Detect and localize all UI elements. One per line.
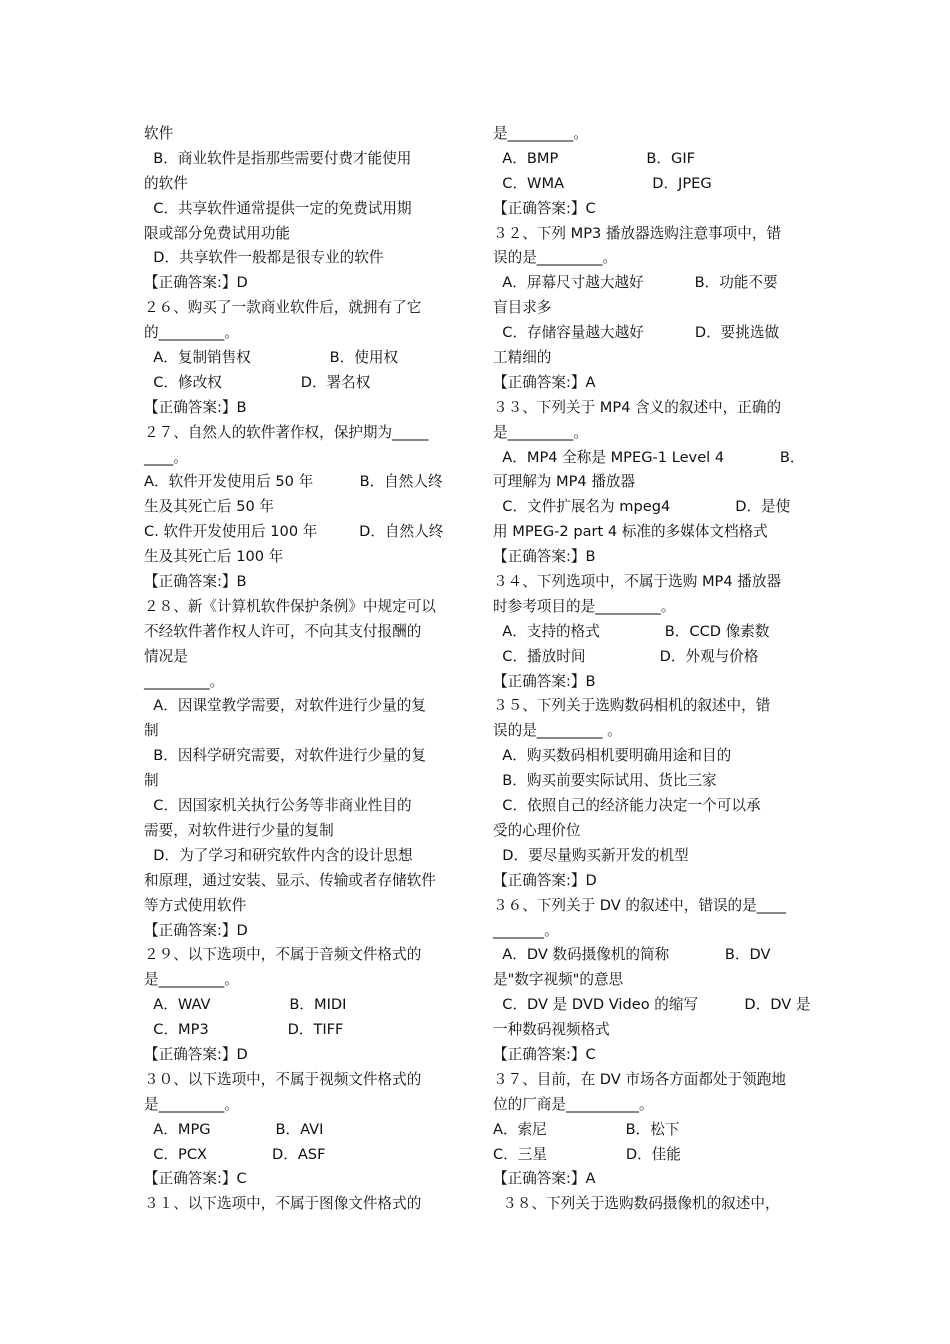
left-column-line: 是_________。	[144, 971, 239, 989]
left-column-line: 【正确答案:】B	[144, 398, 247, 416]
right-column-line: 误的是_________ 。	[493, 722, 622, 740]
left-column-line: A．因课堂教学需要，对软件进行少量的复	[144, 697, 426, 715]
right-column-line: 误的是_________。	[493, 249, 618, 267]
right-column-line: D．要尽量购买新开发的机型	[493, 846, 689, 864]
right-column-line: 【正确答案:】A	[493, 373, 596, 391]
right-column-line: 用 MPEG-2 part 4 标准的多媒体文档格式	[493, 523, 768, 541]
left-column-line: ３１、以下选项中，不属于图像文件格式的	[144, 1195, 422, 1213]
left-column-line: ３０、以下选项中，不属于视频文件格式的	[144, 1070, 422, 1088]
right-column-line: 【正确答案:】B	[493, 548, 596, 566]
right-column-line: A．MP4 全称是 MPEG-1 Level 4 B．	[493, 448, 805, 466]
right-column-line: C．播放时间 D．外观与价格	[493, 647, 759, 665]
left-column-line: D．共享软件一般都是很专业的软件	[144, 249, 384, 267]
left-column-line: 制	[144, 722, 159, 740]
right-column-line: 【正确答案:】C	[493, 199, 596, 217]
left-column	[144, 122, 462, 1217]
left-column-line: 制	[144, 772, 159, 790]
right-column-line: 是"数字视频"的意思	[493, 971, 624, 989]
left-column-line: 的_________。	[144, 324, 239, 342]
left-column-line: 软件	[144, 125, 174, 142]
right-column-line: 【正确答案:】A	[493, 1170, 596, 1188]
right-column-line: 盲目求多	[493, 299, 552, 317]
left-column-line: A．软件开发使用后 50 年 B．自然人终	[144, 473, 443, 491]
right-column-line: C．WMA D．JPEG	[493, 174, 712, 192]
right-column-line: _______。	[493, 921, 559, 939]
right-column-line: 一种数码视频格式	[493, 1021, 610, 1039]
right-column-line: 工精细的	[493, 349, 552, 367]
left-column-line: C．PCX D．ASF	[144, 1145, 326, 1163]
left-column-line: 限或部分免费试用功能	[144, 224, 290, 242]
left-column-line: 【正确答案:】D	[144, 921, 248, 939]
left-column-line: B．商业软件是指那些需要付费才能使用	[144, 149, 412, 167]
right-column-line: ３４、下列选项中，不属于选购 MP4 播放器	[493, 573, 782, 591]
right-column-line: C．存储容量越大越好 D．要挑选做	[493, 324, 780, 342]
right-column-line: ３２、下列 MP3 播放器选购注意事项中，错	[493, 224, 782, 242]
right-column-line: 时参考项目的是_________。	[493, 597, 676, 615]
right-column-line: ３８、下列关于选购数码摄像机的叙述中，	[493, 1195, 780, 1213]
right-column-line: A．DV 数码摄像机的简称 B．DV	[493, 946, 771, 964]
right-column-line: A．屏幕尺寸越大越好 B．功能不要	[493, 274, 778, 292]
left-column-line: ２７、自然人的软件著作权，保护期为_____	[144, 423, 429, 441]
right-column-line: C．三星 D．佳能	[493, 1145, 681, 1163]
right-column-line: A．索尼 B．松下	[493, 1120, 680, 1138]
right-column-line: C．DV 是 DVD Video 的缩写 D．DV 是	[493, 996, 811, 1014]
left-column-line: 等方式使用软件	[144, 896, 247, 914]
left-column-line: ２９、以下选项中，不属于音频文件格式的	[144, 946, 422, 964]
right-column-line: B．购买前要实际试用、货比三家	[493, 772, 717, 790]
left-column-line: ____。	[144, 448, 188, 466]
left-column-line: 【正确答案:】D	[144, 1045, 248, 1063]
left-column-line: A．MPG B．AVI	[144, 1120, 324, 1138]
right-column-line: 【正确答案:】C	[493, 1045, 596, 1063]
left-column-line: A．WAV B．MIDI	[144, 996, 347, 1014]
left-column-line: 需要，对软件进行少量的复制	[144, 821, 334, 839]
left-column-line: C. 软件开发使用后 100 年 D．自然人终	[144, 523, 444, 541]
right-column-line: C．依照自己的经济能力决定一个可以承	[493, 797, 761, 815]
right-column-line: 是_________。	[493, 125, 588, 142]
right-column-line: ３３、下列关于 MP4 含义的叙述中，正确的	[493, 398, 782, 416]
left-column-line: A．复制销售权 B．使用权	[144, 349, 399, 367]
right-column-line: ３５、下列关于选购数码相机的叙述中，错	[493, 697, 771, 715]
right-column-line: A．购买数码相机要明确用途和目的	[493, 747, 732, 765]
right-column-line: 【正确答案:】B	[493, 672, 596, 690]
left-column-line: 的软件	[144, 174, 188, 192]
left-column-line: _________。	[144, 672, 225, 690]
left-column-line: C．因国家机关执行公务等非商业性目的	[144, 797, 412, 815]
left-column-line: 【正确答案:】B	[144, 573, 247, 591]
left-column-line: 【正确答案:】D	[144, 274, 248, 292]
left-column-line: 生及其死亡后 100 年	[144, 548, 284, 566]
right-column-line: ３７、目前，在 DV 市场各方面都处于领跑地	[493, 1070, 786, 1088]
left-column-line: C．共享软件通常提供一定的免费试用期	[144, 199, 412, 217]
right-column-line: 受的心理价位	[493, 821, 581, 839]
right-column-line: ３６、下列关于 DV 的叙述中，错误的是____	[493, 896, 786, 914]
right-column-line: A．BMP B．GIF	[493, 149, 696, 167]
left-column-line: ２６、购买了一款商业软件后，就拥有了它	[144, 299, 422, 317]
right-column-line: 可理解为 MP4 播放器	[493, 473, 636, 491]
right-column	[493, 122, 811, 1217]
right-column-line: A．支持的格式 B．CCD 像素数	[493, 622, 770, 640]
right-column-line: 位的厂商是__________。	[493, 1095, 654, 1113]
right-column-line: 是_________。	[493, 423, 588, 441]
left-column-line: C．MP3 D．TIFF	[144, 1021, 344, 1039]
left-column-line: C．修改权 D．署名权	[144, 373, 371, 391]
left-column-line: ２８、新《计算机软件保护条例》中规定可以	[144, 597, 436, 615]
left-column-line: D．为了学习和研究软件内含的设计思想	[144, 846, 413, 864]
left-column-line: 【正确答案:】C	[144, 1170, 247, 1188]
left-column-line: B．因科学研究需要，对软件进行少量的复	[144, 747, 426, 765]
left-column-line: 不经软件著作权人许可，不向其支付报酬的	[144, 622, 422, 640]
left-column-line: 生及其死亡后 50 年	[144, 498, 275, 516]
left-column-line: 情况是	[144, 647, 188, 665]
left-column-line: 和原理，通过安装、显示、传输或者存储软件	[144, 871, 436, 889]
left-column-line: 是_________。	[144, 1095, 239, 1113]
right-column-line: 【正确答案:】D	[493, 871, 597, 889]
right-column-line: C．文件扩展名为 mpeg4 D．是使	[493, 498, 791, 516]
